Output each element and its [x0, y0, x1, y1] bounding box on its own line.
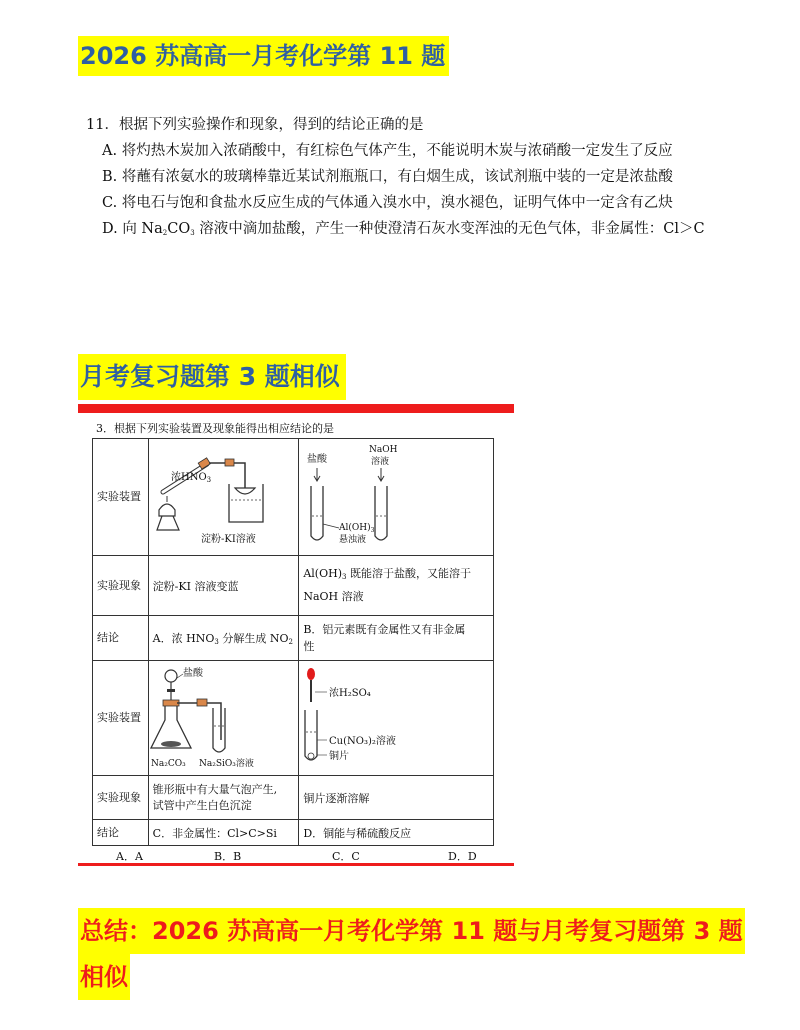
- option-d-sub: 2: [162, 229, 168, 237]
- row-label-phenomenon: 实验现象: [93, 776, 149, 820]
- apparatus-d: [299, 661, 494, 776]
- phenomenon-b-sub: 3: [341, 573, 347, 581]
- label-h2so4: 浓H₂SO₄: [329, 687, 372, 699]
- test-tube-icon: [305, 710, 317, 760]
- heading-review-question-3: 月考复习题第 3 题相似: [78, 354, 346, 400]
- phenomenon-b-prefix: Al(OH): [303, 567, 342, 580]
- label-naoh: NaOH: [369, 444, 398, 455]
- row-label-device: 实验装置: [93, 439, 149, 556]
- phenomenon-b-line2: NaOH 溶液: [303, 590, 364, 603]
- label-hcl: 盐酸: [307, 453, 328, 465]
- apparatus-c-diagram: [149, 662, 295, 772]
- table-row: [93, 556, 494, 616]
- table-row: [93, 820, 494, 846]
- question-3-stem: 3．根据下列实验装置及现象能得出相应结论的是: [96, 422, 334, 435]
- answer-options: [92, 848, 494, 864]
- phenomenon-a: 淀粉-KI 溶液变蓝: [148, 556, 299, 616]
- answer-option-d: D．D: [448, 850, 477, 863]
- label-aloh3: $Al(OH)_3$: [339, 522, 375, 534]
- red-divider-bottom: [78, 863, 514, 866]
- conclusion-b: [299, 616, 494, 661]
- option-d-prefix: D. 向 Na: [102, 221, 163, 237]
- table-row: [93, 616, 494, 661]
- answer-option-b: B．B: [214, 850, 242, 863]
- phenomenon-b-suffix: 既能溶于盐酸，又能溶于: [346, 567, 471, 580]
- answer-option-c: C．C: [332, 850, 360, 863]
- table-row: [93, 439, 494, 556]
- question-11-option-d: [80, 216, 770, 242]
- dropping-funnel-icon: [165, 670, 177, 702]
- conclusion-b-line1: B．铝元素既有金属性又有非金属: [303, 623, 466, 636]
- label-suspension: 悬浊液: [339, 534, 367, 545]
- summary-line-1: 总结：2026 苏高高一月考化学第 11 题与月考复习题第 3 题: [78, 908, 745, 954]
- conclusion-b-line2: 性: [303, 640, 315, 653]
- row-label-phenomenon: 实验现象: [93, 556, 149, 616]
- apparatus-d-diagram: [299, 662, 489, 772]
- question-11: [80, 112, 770, 242]
- phenomenon-c-line1: 锥形瓶中有大量气泡产生,: [152, 782, 278, 796]
- conclusion-c: C．非金属性：Cl>C>Si: [148, 820, 299, 846]
- dropper-icon: [307, 668, 315, 702]
- label-hcl: 盐酸: [182, 667, 203, 679]
- test-tube-icon: [375, 486, 387, 540]
- burner-icon: [157, 496, 179, 530]
- table-row: [93, 661, 494, 776]
- apparatus-c: [148, 661, 299, 776]
- label-na2sio3: Na₂SiO₃溶液: [198, 758, 254, 769]
- option-d-mid: CO: [167, 221, 191, 237]
- conclusion-d: D．铜能与稀硫酸反应: [299, 820, 494, 846]
- conclusion-a-mid: 分解生成 NO: [218, 632, 289, 645]
- label-hno3: 浓$HNO_3$: [170, 471, 211, 484]
- apparatus-a-diagram: [149, 440, 295, 552]
- conclusion-a: [148, 616, 299, 661]
- summary: [78, 908, 742, 1000]
- summary-line-2: 相似: [78, 954, 130, 1000]
- conical-flask-icon: [151, 700, 191, 748]
- phenomenon-c: [148, 776, 299, 820]
- question-11-option-b: B. 将蘸有浓氨水的玻璃棒靠近某试剂瓶瓶口，有白烟生成，该试剂瓶中装的一定是浓盐酸: [102, 169, 673, 185]
- option-d-suffix: 溶液中滴加盐酸，产生一种使澄清石灰水变浑浊的无色气体，非金属性：Cl＞C: [194, 221, 705, 237]
- phenomenon-b: [299, 556, 494, 616]
- phenomenon-c-line2: 试管中产生白色沉淀: [152, 798, 252, 812]
- question-3: [90, 419, 510, 439]
- question-11-stem: 11．根据下列实验操作和现象，得到的结论正确的是: [86, 117, 424, 133]
- red-divider-top: [78, 404, 514, 413]
- label-cuno3: Cu(NO₃)₂溶液: [329, 735, 397, 747]
- row-label-conclusion: 结论: [93, 820, 149, 846]
- test-tube-icon: [213, 708, 225, 752]
- table-row: [93, 776, 494, 820]
- answer-option-a: A．A: [116, 850, 143, 863]
- conclusion-a-sub: 3: [214, 638, 219, 646]
- label-copper: 铜片: [329, 750, 350, 762]
- apparatus-a: [148, 439, 299, 556]
- phenomenon-d: 铜片逐渐溶解: [299, 776, 494, 820]
- label-naoh-solution: 溶液: [371, 456, 390, 467]
- apparatus-b-diagram: [299, 440, 489, 552]
- beaker-icon: [229, 484, 263, 522]
- row-label-conclusion: 结论: [93, 616, 149, 661]
- label-starch-ki: 淀粉-KI溶液: [200, 533, 256, 545]
- heading-question-11: 2026 苏高高一月考化学第 11 题: [78, 36, 449, 76]
- conclusion-a-sub: 2: [288, 638, 293, 646]
- experiment-table: [92, 438, 494, 846]
- conclusion-a-prefix: A．浓 HNO: [152, 632, 215, 645]
- question-11-option-a: A. 将灼热木炭加入浓硝酸中，有红棕色气体产生，不能说明木炭与浓硝酸一定发生了反应: [102, 143, 673, 159]
- test-tube-icon: [311, 486, 323, 540]
- option-d-sub: 3: [190, 229, 195, 237]
- row-label-device: 实验装置: [93, 661, 149, 776]
- label-na2co3: Na₂CO₃: [150, 758, 186, 769]
- apparatus-b: [299, 439, 494, 556]
- question-11-option-c: C. 将电石与饱和食盐水反应生成的气体通入溴水中，溴水褪色，证明气体中一定含有乙炔: [102, 195, 673, 211]
